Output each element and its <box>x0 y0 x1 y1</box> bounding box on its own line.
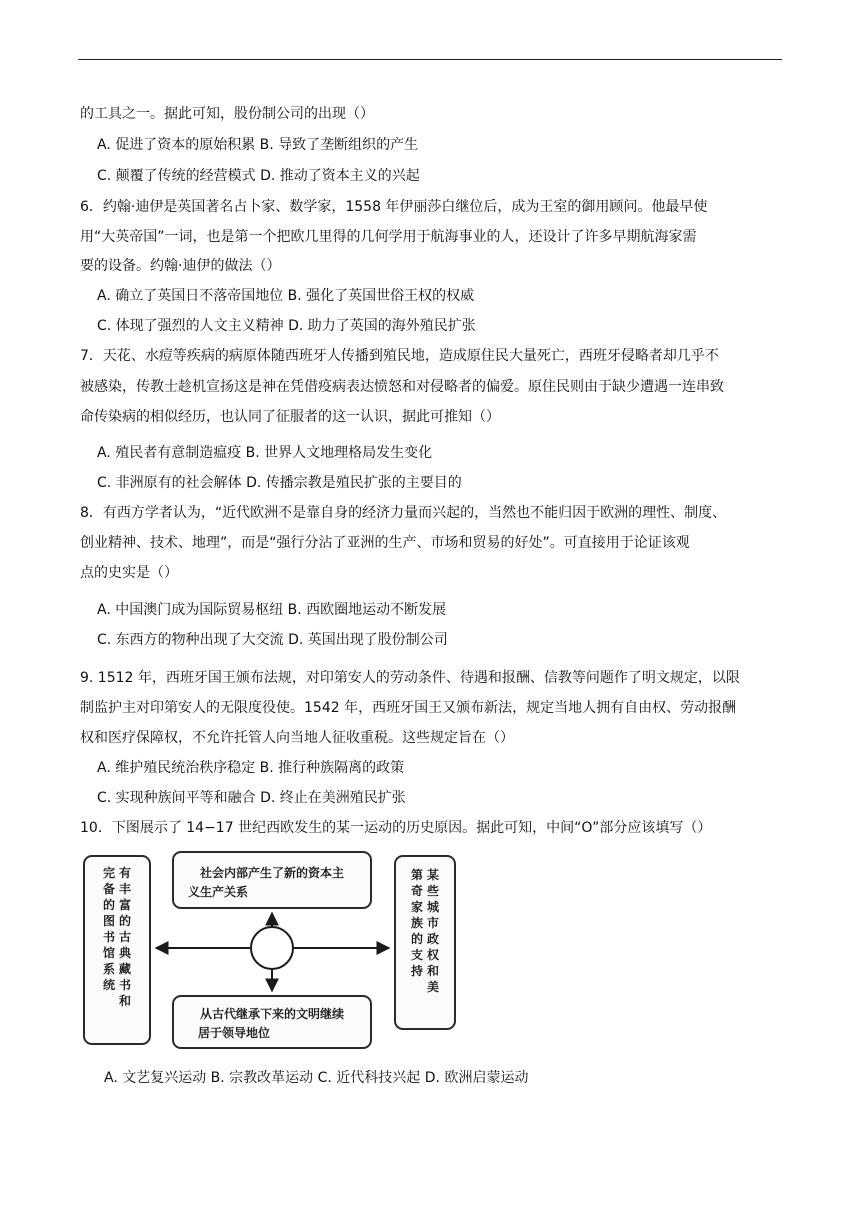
diagram-top-line1: 社会内部产生了新的资本主 <box>199 866 344 880</box>
diagram-bottom-line2: 居于领导地位 <box>198 1026 271 1040</box>
diagram-left-char: 馆 <box>102 946 115 960</box>
diagram-right-char: 某 <box>427 868 440 882</box>
diagram-right-char: 持 <box>410 964 423 978</box>
diagram-right-char: 支 <box>410 948 423 962</box>
q8-options-cd: C. 东西方的物种出现了大交流 D. 英国出现了股份制公司 <box>97 632 448 648</box>
diagram-left-char: 富 <box>119 898 132 912</box>
q9-stem-line3: 权和医疗保障权，不允许托管人向当地人征收重税。这些规定旨在（） <box>80 730 514 746</box>
q7-stem-line2: 被感染，传教士趁机宣扬这是神在凭借疫病表达愤怒和对侵略者的偏爱。原住民则由于缺少遭遇一连串致 <box>80 379 724 395</box>
diagram-right-char: 市 <box>427 916 440 930</box>
q9-stem-line2: 制监护主对印第安人的无限度役使。1542 年，西班牙国王又颁布新法，规定当地人拥有自由权、劳动报酬 <box>80 700 737 716</box>
diagram-right-char: 奇 <box>410 884 423 898</box>
diagram-right-char: 城 <box>427 900 440 914</box>
q6-options-cd: C. 体现了强烈的人文主义精神 D. 助力了英国的海外殖民扩张 <box>97 318 476 334</box>
q5-options-ab: A. 促进了资本的原始积累 B. 导致了垄断组织的产生 <box>97 137 419 153</box>
diagram-left-char: 典 <box>119 946 132 960</box>
q9-options-cd: C. 实现种族间平等和融合 D. 终止在美洲殖民扩张 <box>97 790 406 806</box>
q7-stem-line1: 7．天花、水痘等疾病的病原体随西班牙人传播到殖民地，造成原住民大量死亡，西班牙侵略者却几乎不 <box>80 348 719 364</box>
q8-stem-line2: 创业精神、技术、地理”，而是“强行分沾了亚洲的生产、市场和贸易的好处”。可直接用于论证该观 <box>80 535 690 551</box>
q10-diagram <box>80 845 456 1055</box>
diagram-left-char: 书 <box>102 930 115 944</box>
header-rule <box>78 59 782 60</box>
diagram-right-char: 政 <box>427 932 440 946</box>
q7-stem-line3: 命传染病的相似经历，也认同了征服者的这一认识，据此可推知（） <box>80 409 500 425</box>
diagram-right-char: 家 <box>410 900 423 914</box>
q10-stem: 10．下图展示了 14−17 世纪西欧发生的某一运动的历史原因。据此可知，中间“O”部分应该填写（） <box>80 820 712 836</box>
diagram-left-char: 古 <box>119 930 132 944</box>
diagram-left-char: 统 <box>102 978 115 992</box>
diagram-left-char: 有 <box>119 866 132 880</box>
diagram-left-char: 完 <box>102 866 115 880</box>
diagram-left-char: 书 <box>119 978 132 992</box>
diagram-left-char: 图 <box>102 914 115 928</box>
diagram-top-line2: 义生产关系 <box>188 885 249 899</box>
diagram-right-char: 美 <box>427 980 440 994</box>
q5-options-cd: C. 颠覆了传统的经营模式 D. 推动了资本主义的兴起 <box>97 168 420 184</box>
diagram-left-char: 藏 <box>119 962 132 976</box>
q9-options-ab: A. 维护殖民统治秩序稳定 B. 推行种族隔离的政策 <box>97 760 405 776</box>
q6-stem-line2: 用“大英帝国”一词，也是第一个把欧几里得的几何学用于航海事业的人，还设计了许多早期航海家需 <box>80 229 697 245</box>
diagram-arrows <box>80 845 456 1055</box>
diagram-left-char: 丰 <box>119 882 132 896</box>
q5-stem: 的工具之一。据此可知，股份制公司的出现（） <box>80 106 374 122</box>
diagram-right-char: 些 <box>427 884 440 898</box>
diagram-right-char: 权 <box>427 948 440 962</box>
diagram-left-char: 备 <box>102 882 115 896</box>
q10-options: A. 文艺复兴运动 B. 宗教改革运动 C. 近代科技兴起 D. 欧洲启蒙运动 <box>104 1070 529 1086</box>
diagram-right-char: 族 <box>410 916 423 930</box>
q9-stem-line1: 9. 1512 年，西班牙国王颁布法规，对印第安人的劳动条件、待遇和报酬、信教等问题作了明文规定，以限 <box>80 670 740 686</box>
diagram-center-circle <box>251 927 293 969</box>
diagram-left-char: 和 <box>119 994 132 1008</box>
q6-stem-line1: 6．约翰·迪伊是英国著名占卜家、数学家，1558 年伊丽莎白继位后，成为王室的御用顾问。他最早使 <box>80 199 708 215</box>
q6-stem-line3: 要的设备。约翰·迪伊的做法（） <box>80 258 281 274</box>
diagram-bottom-line1: 从古代继承下来的文明继续 <box>199 1007 344 1021</box>
q7-options-cd: C. 非洲原有的社会解体 D. 传播宗教是殖民扩张的主要目的 <box>97 475 462 491</box>
q8-options-ab: A. 中国澳门成为国际贸易枢纽 B. 西欧圈地运动不断发展 <box>97 602 447 618</box>
q8-stem-line3: 点的史实是（） <box>80 565 178 581</box>
q7-options-ab: A. 殖民者有意制造瘟疫 B. 世界人文地理格局发生变化 <box>97 445 433 461</box>
diagram-left-char: 的 <box>102 898 115 912</box>
q8-stem-line1: 8．有西方学者认为，“近代欧洲不是靠自身的经济力量而兴起的，当然也不能归因于欧洲的理性、制度、 <box>80 505 727 521</box>
diagram-right-char: 的 <box>410 932 423 946</box>
diagram-left-char: 系 <box>102 962 115 976</box>
q6-options-ab: A. 确立了英国日不落帝国地位 B. 强化了英国世俗王权的权威 <box>97 288 475 304</box>
diagram-right-char: 第 <box>410 868 423 882</box>
diagram-left-char: 的 <box>119 914 132 928</box>
diagram-right-char: 和 <box>427 964 440 978</box>
